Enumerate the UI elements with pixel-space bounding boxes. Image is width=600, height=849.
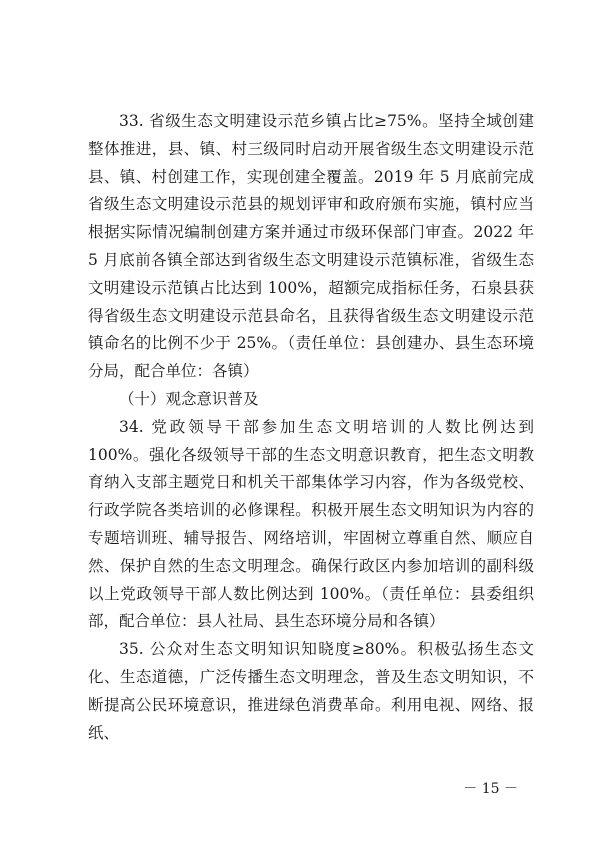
paragraph-item-33: 33. 省级生态文明建设示范乡镇占比≥75%。坚持全域创建整体推进，县、镇、村三级同时启动开展省级生态文明建设示范县、镇、村创建工作，实现创建全覆盖。2019 年 5 月底前完成省级生态文明建设示范县的规划评审和政府颁布实施，镇村应当根据实际情况编制创建方案并通过市级环保部门审查。2022 年 5 月底前各镇全部达到省级生态文明建设示范镇标准，省级生态文明建设示范镇占比达到 100%，超额完成指标任务，石泉县获得省级生态文明建设示范县命名，且获得省级生态文明建设示范镇命名的比例不少于 25%。（责任单位：县创建办、县生态环境分局，配合单位：各镇） [88,112,534,381]
page-body [88,108,534,747]
paragraph-item-35: 35. 公众对生态文明知识知晓度≥80%。积极弘扬生态文化、生态道德，广泛传播生态文明理念，普及生态文明知识，不断提高公民环境意识，推进绿色消费革命。利用电视、网络、报纸、 [88,640,534,742]
page-number: － 15 － [463,781,518,797]
section-heading: （十）观念意识普及 [119,389,259,408]
paragraph-item-34: 34. 党政领导干部参加生态文明培训的人数比例达到 100%。强化各级领导干部的生态文明意识教育，把生态文明教育纳入支部主题党日和机关干部集体学习内容，作为各级党校、行政学院各类培训的必修课程。积极开展生态文明知识为内容的专题培训班、辅导报告、网络培训，牢固树立尊重自然、顺应自然、保护自然的生态文明理念。确保行政区内参加培训的副科级以上党政领导干部人数比例达到 100%。（责任单位：县委组织部，配合单位：县人社局、县生态环境分局和各镇） [88,417,534,631]
